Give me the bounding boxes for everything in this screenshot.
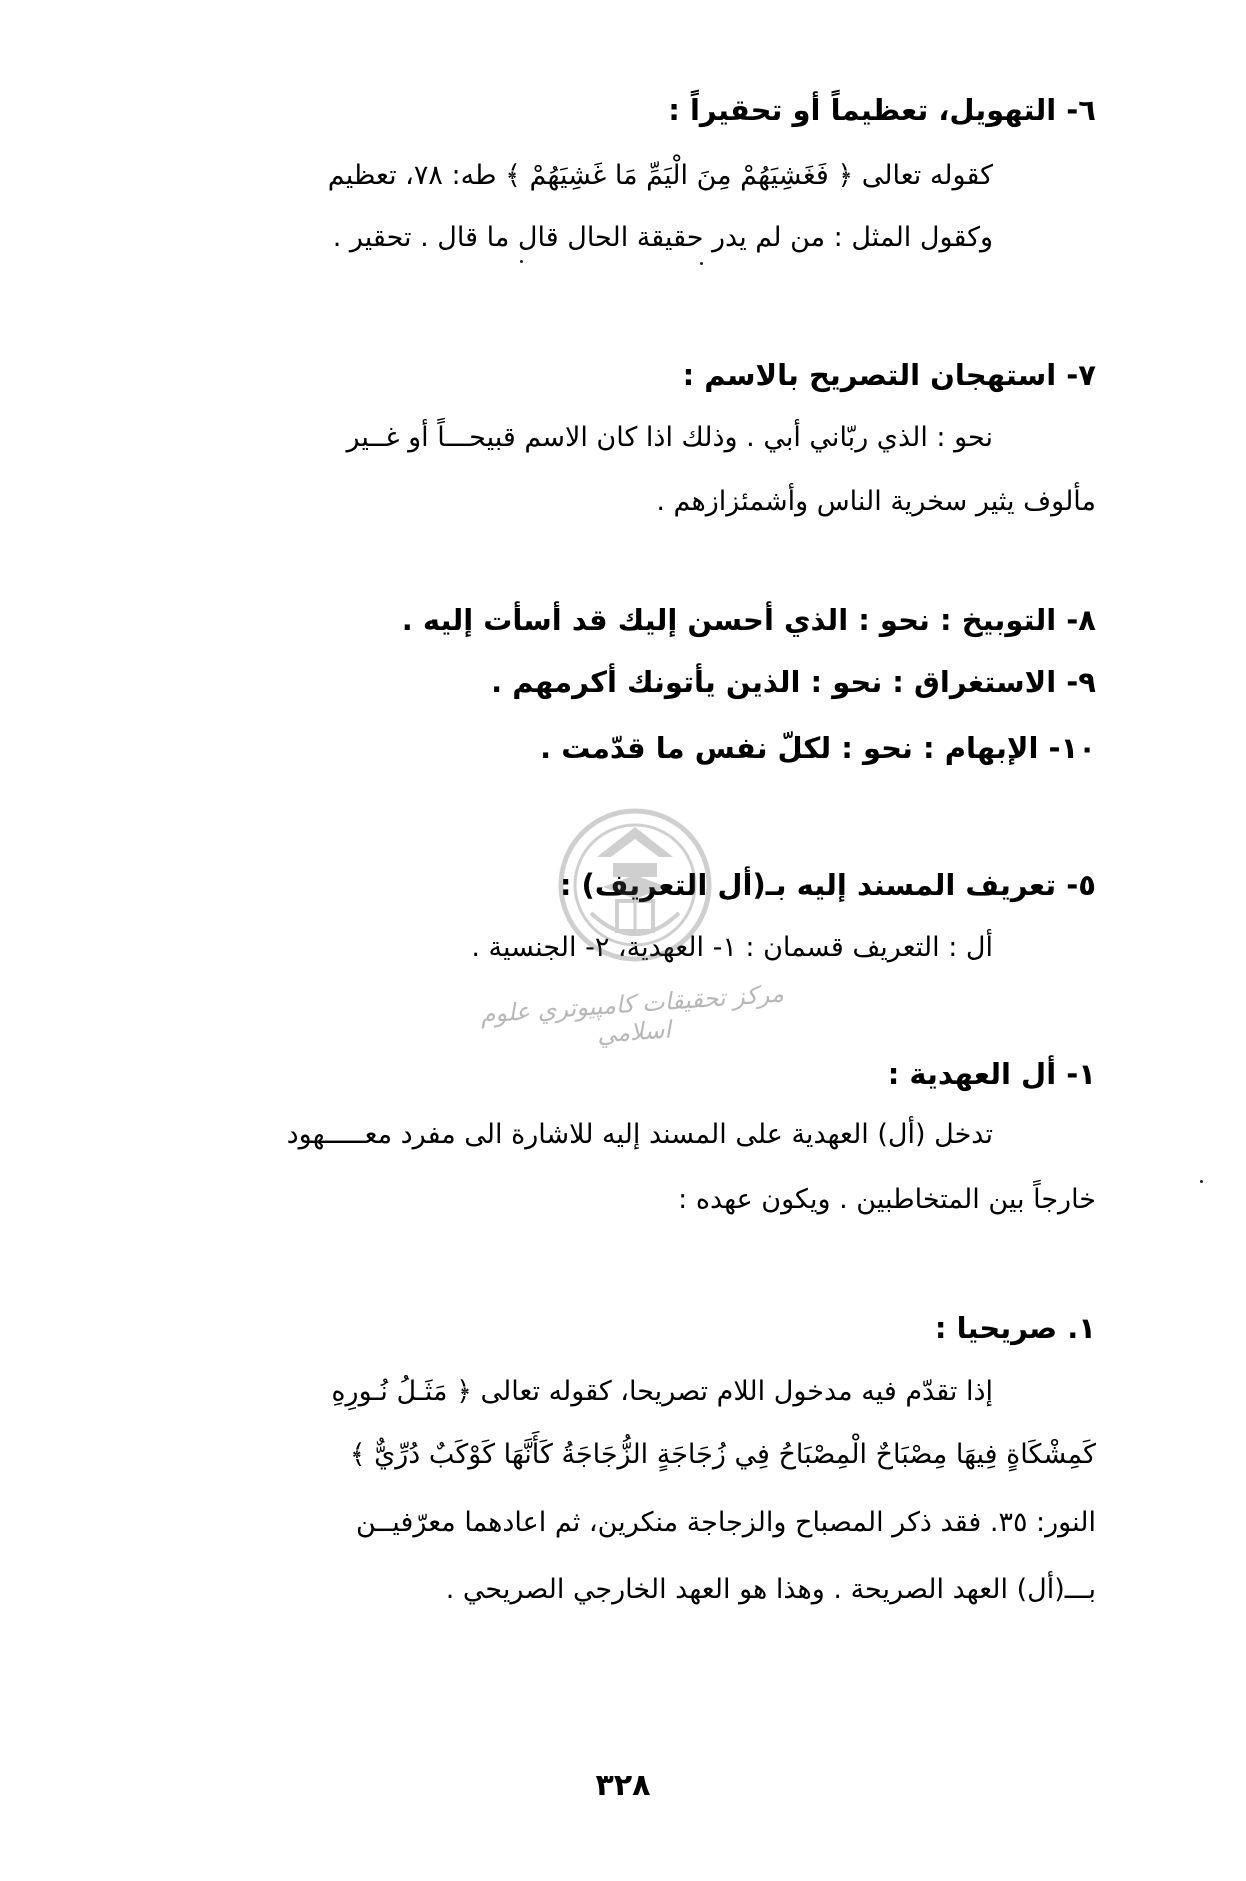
item-ambiguity: ١٠- الإبهام : نحو : لكلّ نفس ما قدّمت .: [540, 731, 1096, 765]
heading-covenantal-al: ١- أل العهدية :: [887, 1057, 1096, 1091]
paragraph-line: كقوله تعالى ﴿ فَغَشِيَهُمْ مِنَ الْيَمِّ مَا غَشِيَهُمْ ﴾ طه: ٧٨، تعظيم: [327, 160, 993, 191]
paragraph-line: وكقول المثل : من لم يدر حقيقة الحال قال ما قال . تحقير .: [332, 222, 993, 253]
paragraph-line: إذا تقدّم فيه مدخول اللام تصريحا، كقوله تعالى ﴿ مَثَـلُ نُـورِهِ: [331, 1376, 993, 1407]
scan-speck: [1200, 1180, 1203, 1183]
quran-verse-line: كَمِشْكَاةٍ فِيهَا مِصْبَاحٌ الْمِصْبَاحُ فِي زُجَاجَةٍ الزُّجَاجَةُ كَأَنَّهَا كَوْكَبٌ دُرِّيٌّ ﴾: [349, 1439, 1096, 1470]
paragraph-line: مألوف يثير سخرية الناس وأشمئزازهم .: [656, 486, 1096, 517]
paragraph-line: تدخل (أل) العهدية على المسند إليه للاشارة الى مفرد معـــــهود: [286, 1119, 993, 1150]
watermark-seal-icon: [555, 805, 715, 965]
heading-definite-article: ٥- تعريف المسند إليه بـ(أل التعريف) :: [559, 868, 1096, 902]
watermark-text: مركز تحقيقات كامپيوتري علوم اسلامي: [479, 979, 785, 1049]
scan-speck: [520, 260, 523, 263]
heading-avoid-naming: ٧- استهجان التصريح بالاسم :: [682, 358, 1096, 392]
item-rebuke: ٨- التوبيخ : نحو : الذي أحسن إليك قد أسأت إليه .: [401, 603, 1096, 637]
paragraph-line: نحو : الذي ربّاني أبي . وذلك اذا كان الاسم قبيحـــاً أو غــير: [346, 422, 993, 453]
paragraph-line: النور: ٣٥. فقد ذكر المصباح والزجاجة منكرين، ثم اعادهما معرّفيــن: [355, 1507, 1096, 1538]
item-inclusiveness: ٩- الاستغراق : نحو : الذين يأتونك أكرمهم .: [491, 665, 1096, 699]
paragraph-line: أل : التعريف قسمان : ١- العهدية، ٢- الجنسية .: [471, 932, 993, 963]
paragraph-line: خارجاً بين المتخاطبين . ويكون عهده :: [678, 1184, 1096, 1215]
paragraph-line: بـــ(أل) العهد الصريحة . وهذا هو العهد الخارجي الصريحي .: [445, 1574, 1096, 1605]
page-number: ٣٢٨: [595, 1768, 651, 1803]
scan-speck: [700, 262, 703, 265]
heading-intimidation: ٦- التهويل، تعظيماً أو تحقيراً :: [668, 93, 1096, 127]
heading-explicit: ١. صريحيا :: [934, 1311, 1096, 1345]
